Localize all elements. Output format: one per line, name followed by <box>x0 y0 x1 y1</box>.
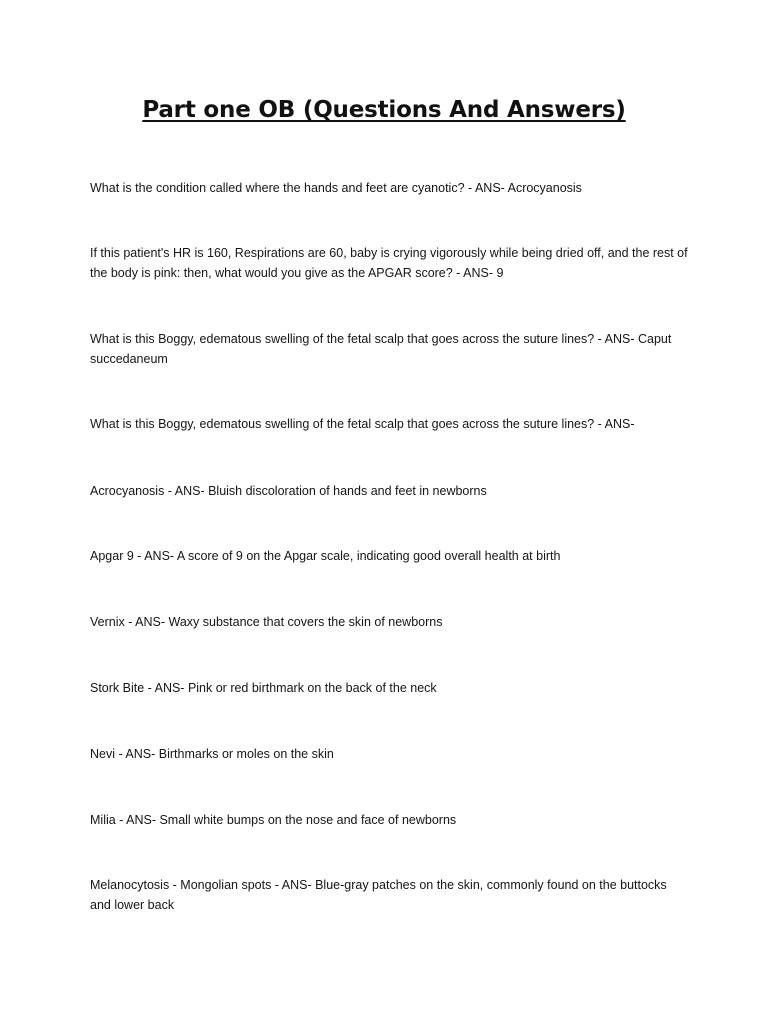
qa-entry-caput-question-repeat: What is this Boggy, edematous swelling of the fetal scalp that goes across the suture lines? - ANS- <box>90 417 635 431</box>
qa-entry-nevi: Nevi - ANS- Birthmarks or moles on the skin <box>90 747 334 761</box>
qa-entry-milia: Milia - ANS- Small white bumps on the nose and face of newborns <box>90 813 457 827</box>
qa-entry-stork-bite: Stork Bite - ANS- Pink or red birthmark on the back of the neck <box>90 681 437 695</box>
qa-entry-apgar-question: If this patient's HR is 160, Respirations are 60, baby is crying vigorously while being dried off, and the rest of the body is pink: then, what would you give as the APGAR score? - ANS- 9 <box>90 246 688 280</box>
qa-entry-vernix: Vernix - ANS- Waxy substance that covers the skin of newborns <box>90 615 443 629</box>
qa-entry-acrocyanosis-definition: Acrocyanosis - ANS- Bluish discoloration of hands and feet in newborns <box>90 484 487 498</box>
qa-entry-apgar-definition: Apgar 9 - ANS- A score of 9 on the Apgar scale, indicating good overall health at birth <box>90 549 561 563</box>
document-title: Part one OB (Questions And Answers) <box>142 97 626 123</box>
qa-entry-caput-question: What is this Boggy, edematous swelling of the fetal scalp that goes across the suture lines? - ANS- Caput succedaneum <box>90 332 672 366</box>
qa-entry-melanocytosis: Melanocytosis - Mongolian spots - ANS- Blue-gray patches on the skin, commonly found on the buttocks and lower back <box>90 878 667 912</box>
qa-entry-acrocyanosis-question: What is the condition called where the hands and feet are cyanotic? - ANS- Acrocyanosis <box>90 181 582 195</box>
